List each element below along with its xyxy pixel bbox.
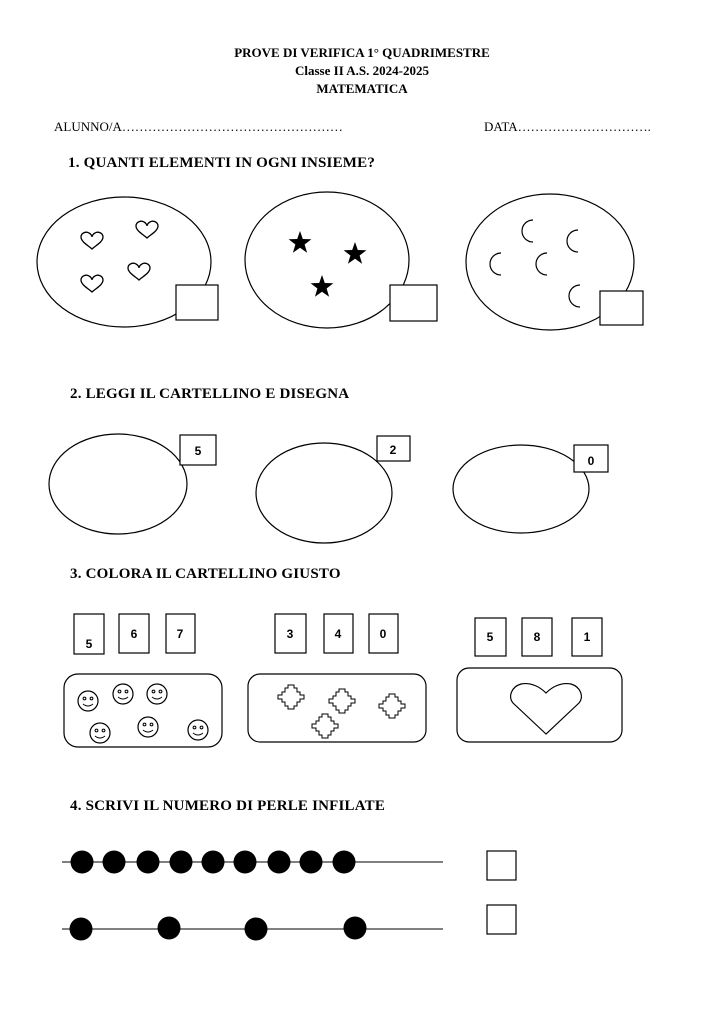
flower-icon (278, 685, 304, 709)
ex4-answer-box-1[interactable] (487, 851, 516, 880)
bead (70, 918, 93, 941)
ex3-g1-card-3-label: 7 (176, 627, 184, 641)
ex4-answer-box-2[interactable] (487, 905, 516, 934)
star-icon (344, 242, 367, 264)
smiley-icon (113, 684, 133, 704)
ex3-g2-card-3-label: 0 (379, 627, 387, 641)
bead (71, 851, 94, 874)
star-icon (289, 231, 312, 253)
bead (202, 851, 225, 874)
smiley-icon (138, 717, 158, 737)
moon-icon (536, 253, 547, 275)
ex3-g1-card-1-label: 5 (85, 637, 93, 651)
ex3-g2-card-2-label: 4 (334, 627, 342, 641)
bead (268, 851, 291, 874)
flower-icon (379, 694, 405, 718)
ex3-g2-card-1-label: 3 (286, 627, 294, 641)
smiley-icon (147, 684, 167, 704)
bead (344, 917, 367, 940)
bead (245, 918, 268, 941)
bead (137, 851, 160, 874)
heart-icon (511, 684, 582, 734)
ex1-answer-box-2[interactable] (390, 285, 437, 321)
exercise-4-title: 4. SCRIVI IL NUMERO DI PERLE INFILATE (70, 798, 386, 814)
subject: MATEMATICA (316, 81, 408, 96)
bead (333, 851, 356, 874)
ex2-card-2-label: 2 (389, 443, 397, 457)
student-name-field[interactable]: ALUNNO/A…………………………………………… (54, 119, 343, 134)
flower-icon (329, 689, 355, 713)
moon-icon (567, 230, 578, 252)
heart-icon (136, 221, 158, 238)
ex1-answer-box-1[interactable] (176, 285, 218, 320)
ex2-set-1[interactable] (49, 434, 187, 534)
ex2-card-1-label: 5 (194, 444, 202, 458)
bead (234, 851, 257, 874)
ex2-set-2[interactable] (256, 443, 392, 543)
star-icon (311, 275, 334, 297)
class-year: Classe II A.S. 2024-2025 (295, 63, 429, 78)
moon-icon (569, 285, 580, 307)
ex3-g3-card-3-label: 1 (583, 630, 591, 644)
ex3-g1-card-2-label: 6 (130, 627, 138, 641)
ex2-set-3[interactable] (453, 445, 589, 533)
ex3-g2-box (248, 674, 426, 742)
bead-string-1-beads (71, 851, 356, 874)
heart-icon (81, 275, 103, 292)
bead (300, 851, 323, 874)
exercise-3-title: 3. COLORA IL CARTELLINO GIUSTO (70, 566, 341, 582)
smiley-icon (78, 691, 98, 711)
ex1-set-stars (245, 192, 409, 328)
heart-icon (81, 232, 103, 249)
moon-icon (522, 220, 533, 242)
ex3-g3-card-2-label: 8 (533, 630, 541, 644)
ex3-g3-card-1-label: 5 (486, 630, 494, 644)
ex2-card-3-label: 0 (587, 454, 595, 468)
bead (158, 917, 181, 940)
ex1-answer-box-3[interactable] (600, 291, 643, 325)
moon-icon (490, 253, 501, 275)
smiley-icon (90, 723, 110, 743)
date-field[interactable]: DATA…………………………. (484, 119, 651, 134)
bead (103, 851, 126, 874)
exercise-2-title: 2. LEGGI IL CARTELLINO E DISEGNA (70, 386, 350, 402)
test-title: PROVE DI VERIFICA 1° QUADRIMESTRE (234, 45, 490, 60)
heart-icon (128, 263, 150, 280)
smiley-icon (188, 720, 208, 740)
bead (170, 851, 193, 874)
ex3-g3-box (457, 668, 622, 742)
flower-icon (312, 714, 338, 738)
exercise-1-title: 1. QUANTI ELEMENTI IN OGNI INSIEME? (68, 155, 376, 171)
